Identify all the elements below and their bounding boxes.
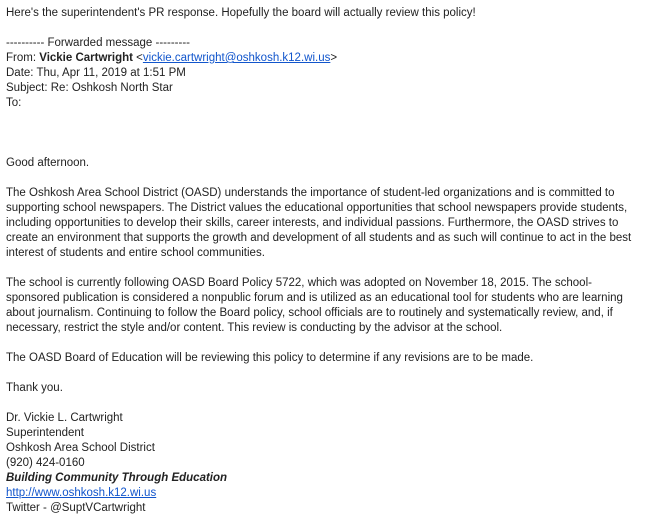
to-line: To: xyxy=(6,97,22,109)
forward-separator: ---------- Forwarded message --------- xyxy=(6,37,190,49)
from-email-link[interactable]: vickie.cartwright@oshkosh.k12.wi.us xyxy=(142,52,331,64)
greeting: Good afternoon. xyxy=(6,157,90,169)
paragraph-1: The Oshkosh Area School District (OASD) understands the importance of student-led organizations and is committed to supporting school newspapers. The District values the educational opportunities that school newspapers provide students, including opportunities to develop their skills, career interests, and individual passions. Furthermore, the OASD strives to create an environment that supports the growth and development of all students and as such will continue to act in the best interest of students and entire school communities. xyxy=(6,187,632,259)
from-close: > xyxy=(330,52,338,64)
signature-name: Dr. Vickie L. Cartwright xyxy=(6,412,123,424)
twitter-line: Twitter - @SuptVCartwright xyxy=(6,502,146,514)
signature-motto: Building Community Through Education xyxy=(6,472,228,484)
signature xyxy=(6,411,640,516)
intro-text: Here's the superintendent's PR response. Hopefully the board will actually review this policy! xyxy=(6,7,476,19)
from-line xyxy=(6,51,640,66)
paragraph-2: The school is currently following OASD Board Policy 5722, which was adopted on November 18, 2015. The school-sponsored publication is considered a nonpublic forum and is utilized as an educational tool for students who are learning about journalism. Continuing to follow the Board policy, school officials are to routinely and systematically review, and, if necessary, restrict the style and/or content. This review is conducting by the advisor at the school. xyxy=(6,277,623,334)
signature-phone: (920) 424-0160 xyxy=(6,457,85,469)
signature-title: Superintendent xyxy=(6,427,85,439)
thanks: Thank you. xyxy=(6,382,63,394)
from-name: Vickie Cartwright xyxy=(39,52,133,64)
from-label: From: xyxy=(6,52,40,64)
forwarded-header xyxy=(6,36,640,111)
subject-line: Subject: Re: Oshkosh North Star xyxy=(6,82,173,94)
paragraph-3: The OASD Board of Education will be reviewing this policy to determine if any revisions are to be made. xyxy=(6,352,534,364)
date-line: Date: Thu, Apr 11, 2019 at 1:51 PM xyxy=(6,67,186,79)
website-link[interactable]: http://www.oshkosh.k12.wi.us xyxy=(6,487,157,499)
signature-org: Oshkosh Area School District xyxy=(6,442,155,454)
from-open: < xyxy=(132,52,143,64)
